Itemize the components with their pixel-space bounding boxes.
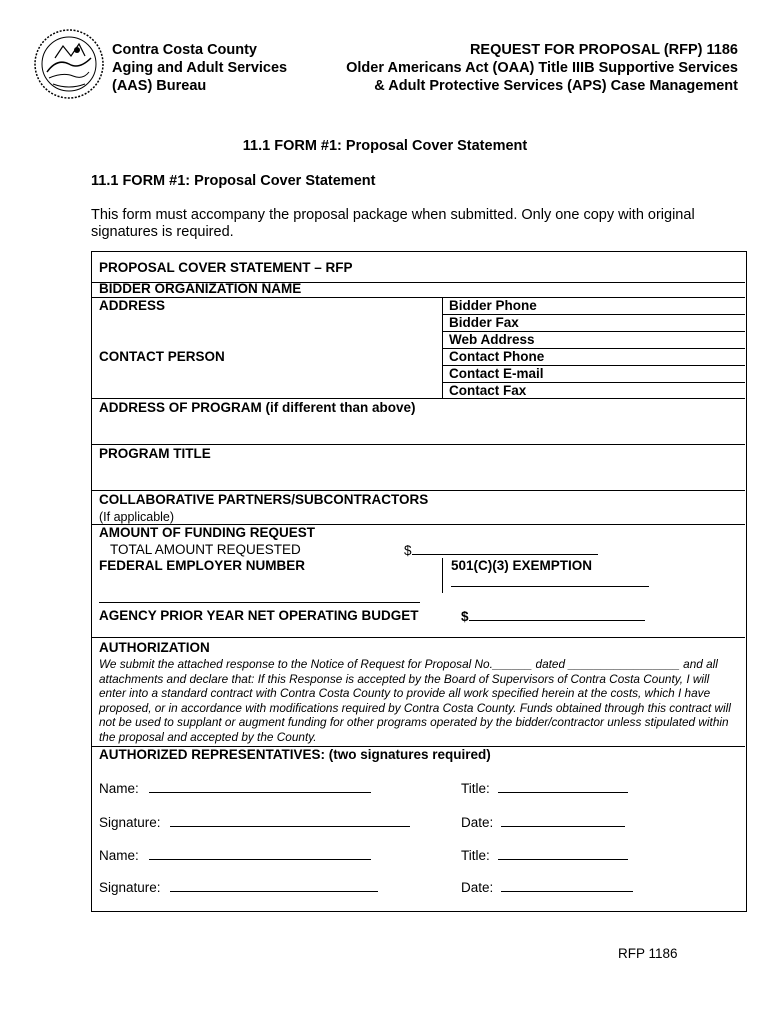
total-requested-label: TOTAL AMOUNT REQUESTED (110, 542, 301, 557)
agency-division: Aging and Adult Services (112, 60, 288, 76)
rfp-program-line1: Older Americans Act (OAA) Title IIIB Supportive Services (346, 60, 738, 76)
funding-request-label: AMOUNT OF FUNDING REQUEST (99, 525, 315, 540)
rep1-title-field[interactable]: Title: (461, 780, 628, 797)
rep1-name-field[interactable]: Name: (99, 780, 371, 797)
page-title: 11.1 FORM #1: Proposal Cover Statement (242, 138, 528, 154)
rfp-program-line2: & Adult Protective Services (APS) Case Management (374, 78, 738, 94)
total-requested-field[interactable] (404, 542, 598, 559)
web-address-label: Web Address (449, 332, 535, 347)
program-title-label: PROGRAM TITLE (99, 446, 211, 461)
fein-label: FEDERAL EMPLOYER NUMBER (99, 558, 306, 573)
prior-budget-field[interactable] (461, 608, 645, 625)
section-title: 11.1 FORM #1: Proposal Cover Statement (91, 173, 376, 189)
authorization-text: We submit the attached response to the Notice of Request for Proposal No.______ dated _________________ and all attachments and declare that: If this Response is accepted by the Board of Supervisors of Contra Costa County, I will enter into a standard contract with Contra Costa County to provide all work specified herein at the costs, which I have proposed, or in accordance with modifications required by Contra Costa County. Funds obtained through this contract will not be used to supplant or augment funding for other programs operated by the bidder/contractor unless stipulated within the proposal and accepted by the County. (99, 657, 731, 744)
fein-field[interactable] (99, 590, 420, 607)
bidder-fax-label: Bidder Fax (449, 315, 519, 330)
rep1-signature-field[interactable]: Signature: (99, 814, 410, 831)
intro-text: This form must accompany the proposal package when submitted. Only one copy with original signatures is required. (91, 207, 695, 240)
rep2-name-field[interactable]: Name: (99, 847, 371, 864)
contact-phone-label: Contact Phone (449, 349, 545, 364)
dollar-sign: $ (404, 543, 412, 558)
prior-budget-label: AGENCY PRIOR YEAR NET OPERATING BUDGET (99, 608, 419, 623)
authorized-reps-label: AUTHORIZED REPRESENTATIVES: (two signatures required) (99, 747, 491, 762)
rfp-number: REQUEST FOR PROPOSAL (RFP) 1186 (469, 42, 738, 58)
county-seal-logo (33, 28, 105, 100)
rfp-header (346, 41, 738, 95)
agency-header (112, 41, 287, 95)
footer-rfp-number: RFP 1186 (618, 946, 678, 961)
rep2-title-field[interactable]: Title: (461, 847, 628, 864)
contact-person-label: CONTACT PERSON (99, 349, 225, 364)
exemption-field[interactable] (451, 574, 649, 591)
rep1-date-field[interactable]: Date: (461, 814, 625, 831)
agency-bureau: (AAS) Bureau (112, 78, 207, 94)
rep2-date-field[interactable]: Date: (461, 879, 633, 896)
program-address-label: ADDRESS OF PROGRAM (if different than above) (99, 400, 416, 415)
authorization-label: AUTHORIZATION (99, 640, 210, 655)
exemption-label: 501(C)(3) EXEMPTION (451, 558, 593, 573)
agency-name: Contra Costa County (112, 42, 257, 58)
contact-fax-label: Contact Fax (449, 383, 527, 398)
address-label: ADDRESS (99, 298, 166, 313)
bidder-phone-label: Bidder Phone (449, 298, 537, 313)
contact-email-label: Contact E-mail (449, 366, 544, 381)
rep2-signature-field[interactable]: Signature: (99, 879, 378, 896)
if-applicable-note: (If applicable) (99, 510, 175, 524)
cover-statement-label: PROPOSAL COVER STATEMENT – RFP (99, 260, 353, 275)
proposal-cover-form (91, 251, 747, 912)
bidder-org-label: BIDDER ORGANIZATION NAME (99, 281, 302, 296)
dollar-sign: $ (461, 609, 469, 624)
collab-partners-label: COLLABORATIVE PARTNERS/SUBCONTRACTORS (99, 492, 429, 507)
